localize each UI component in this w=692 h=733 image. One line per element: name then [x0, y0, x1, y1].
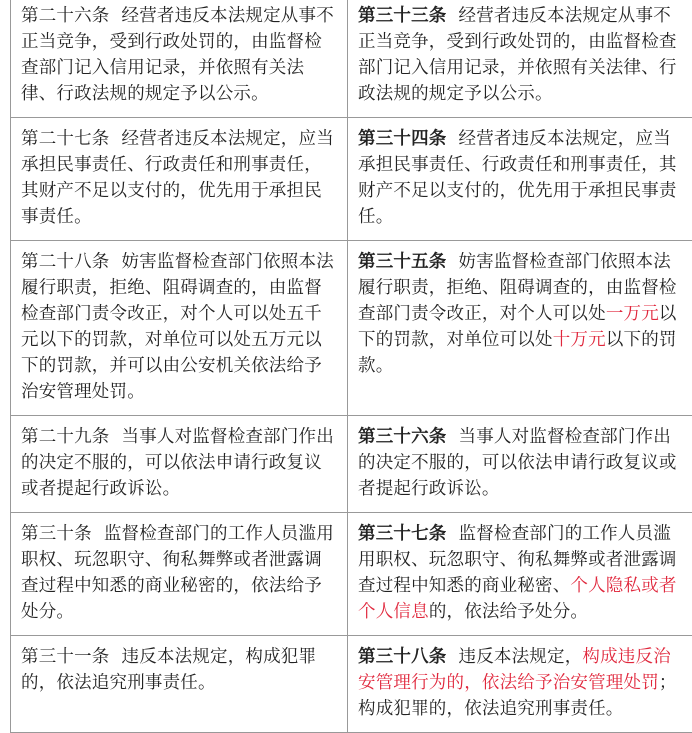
article-text: 经营者违反本法规定从事不正当竞争，受到行政处罚的，由监督检查部门记入信用记录，并依照有关法律、行政法规的规定予以公示。 — [358, 6, 677, 104]
table-row — [11, 0, 692, 118]
article-number: 第二十八条 — [21, 252, 110, 272]
article-text: 经营者违反本法规定，应当承担民事责任、行政责任和刑事责任，其财产不足以支付的，优先用于承担民事责任。 — [21, 129, 334, 227]
article-number: 第三十三条 — [358, 6, 447, 26]
article-number: 第二十七条 — [21, 129, 110, 149]
law-comparison-table — [10, 0, 692, 733]
article-text: 的，依法给予处分。 — [429, 602, 588, 622]
article-text: 经营者违反本法规定从事不正当竞争，受到行政处罚的，由监督检查部门记入信用记录，并依照有关法律、行政法规的规定予以公示。 — [21, 6, 334, 104]
article-text: 违反本法规定，构成犯罪的，依法追究刑事责任。 — [21, 647, 316, 693]
old-article — [11, 241, 348, 416]
old-article — [11, 416, 348, 513]
article-number: 第三十一条 — [21, 647, 110, 667]
article-text: 妨害监督检查部门依照本法履行职责，拒绝、阻碍调查的，由监督检查部门责令改正，对个人可以处 — [358, 252, 677, 324]
article-text: 经营者违反本法规定，应当承担民事责任、行政责任和刑事责任，其财产不足以支付的，优先用于承担民事责任。 — [358, 129, 677, 227]
article-text: 监督检查部门的工作人员滥用职权、玩忽职守、徇私舞弊或者泄露调查过程中知悉的商业秘密、 — [358, 524, 677, 596]
article-text: 以下的罚款，对单位可以处 — [358, 304, 677, 350]
table-row — [11, 636, 692, 733]
new-article — [348, 241, 692, 416]
old-article — [11, 636, 348, 733]
old-article — [11, 0, 348, 118]
article-text: 以下的罚款。 — [358, 330, 677, 376]
article-number: 第二十九条 — [21, 427, 110, 447]
new-article — [348, 416, 692, 513]
amended-text: 个人隐私或者个人信息 — [358, 576, 677, 622]
article-text: 违反本法规定， — [459, 647, 583, 667]
new-article — [348, 118, 692, 241]
article-number: 第三十六条 — [358, 427, 447, 447]
article-number: 第三十八条 — [358, 647, 447, 667]
table-row — [11, 513, 692, 636]
table-row — [11, 118, 692, 241]
article-text: 当事人对监督检查部门作出的决定不服的，可以依法申请行政复议或者提起行政诉讼。 — [358, 427, 677, 499]
new-article — [348, 636, 692, 733]
amended-text: 一万元 — [606, 304, 659, 324]
article-text: 当事人对监督检查部门作出的决定不服的，可以依法申请行政复议或者提起行政诉讼。 — [21, 427, 334, 499]
amended-text: 构成违反治安管理行为的，依法给予治安管理处罚 — [358, 647, 671, 693]
table-row — [11, 416, 692, 513]
article-text: 监督检查部门的工作人员滥用职权、玩忽职守、徇私舞弊或者泄露调查过程中知悉的商业秘密的，依法给予处分。 — [21, 524, 334, 622]
article-number: 第三十五条 — [358, 252, 447, 272]
amended-text: 十万元 — [553, 330, 606, 350]
table-row — [11, 241, 692, 416]
new-article — [348, 0, 692, 118]
old-article — [11, 118, 348, 241]
old-article — [11, 513, 348, 636]
new-article — [348, 513, 692, 636]
article-text: 妨害监督检查部门依照本法履行职责，拒绝、阻碍调查的，由监督检查部门责令改正，对个人可以处五千元以下的罚款，对单位可以处五万元以下的罚款，并可以由公安机关依法给予治安管理处罚。 — [21, 252, 334, 402]
article-number: 第三十条 — [21, 524, 92, 544]
article-number: 第三十四条 — [358, 129, 447, 149]
article-number: 第二十六条 — [21, 6, 110, 26]
article-number: 第三十七条 — [358, 524, 447, 544]
article-text: ；构成犯罪的，依法追究刑事责任。 — [358, 673, 677, 719]
